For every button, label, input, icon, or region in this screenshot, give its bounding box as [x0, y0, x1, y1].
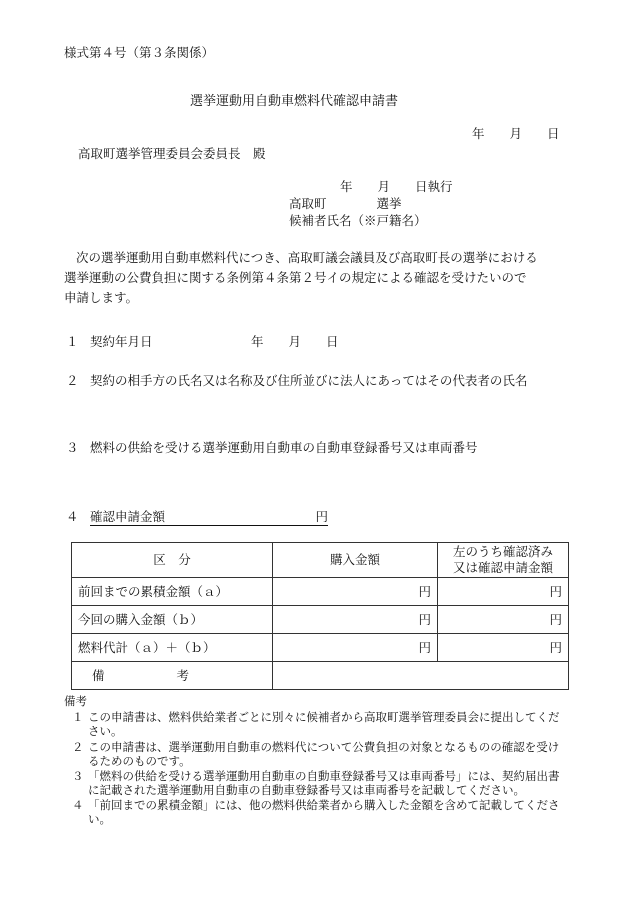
- col-confirmed-header-line2: 又は確認申請金額: [452, 560, 553, 575]
- item2-label: 契約の相手方の氏名又は名称及び住所並びに法人にあってはその代表者の氏名: [90, 373, 528, 388]
- note-1: [72, 710, 568, 738]
- confirmed-amount-cell[interactable]: [438, 634, 569, 662]
- form-number: 様式第４号（第３条関係）: [64, 45, 215, 60]
- table-row: [72, 578, 569, 606]
- yen-unit: 円: [549, 583, 562, 599]
- item3-number: ３: [66, 440, 79, 455]
- confirmed-amount-cell[interactable]: [438, 606, 569, 634]
- note-number: ３: [72, 769, 84, 783]
- item2-number: ２: [66, 373, 79, 388]
- note-number: ４: [72, 798, 84, 812]
- note-text: この申請書は、選挙運動用自動車の燃料代について公費負担の対象となるものの確認を受けるためのものです。: [88, 740, 560, 768]
- remarks-cell[interactable]: [273, 662, 569, 690]
- amount-table: [71, 542, 569, 690]
- note-text: 「燃料の供給を受ける選挙運動用自動車の自動車登録番号又は車両番号」には、契約届出書に記載された選挙運動用自動車の自動車登録番号又は車両番号を記載してください。: [88, 769, 560, 797]
- purchase-amount-cell[interactable]: [273, 634, 438, 662]
- table-row: [72, 634, 569, 662]
- body-text-line3: 申請します。: [64, 290, 139, 305]
- candidate-name-label: 候補者氏名（※戸籍名）: [289, 213, 427, 228]
- notes-heading: 備考: [64, 694, 87, 708]
- note-3: [72, 769, 568, 797]
- body-text-line1: 次の選挙運動用自動車燃料代につき、高取町議会議員及び高取町長の選挙における: [76, 250, 538, 265]
- application-date: 年 月 日: [472, 126, 560, 141]
- addressee: 高取町選挙管理委員会委員長 殿: [78, 146, 266, 161]
- note-number: ２: [72, 740, 84, 754]
- yen-unit: 円: [418, 583, 431, 599]
- yen-unit: 円: [549, 611, 562, 627]
- table-row: [72, 606, 569, 634]
- row-label: 今回の購入金額（ｂ）: [72, 606, 273, 634]
- page-title: 選挙運動用自動車燃料代確認申請書: [190, 94, 399, 109]
- contract-date-field[interactable]: 年 月 日: [251, 334, 339, 349]
- yen-unit: 円: [418, 611, 431, 627]
- election-name: 高取町 選挙: [289, 196, 402, 211]
- table-row: [72, 662, 569, 690]
- col-confirmed-header: [438, 543, 569, 578]
- purchase-amount-cell[interactable]: [273, 606, 438, 634]
- remarks-label: 備考: [72, 662, 273, 690]
- row-label: 燃料代計（ａ）＋（ｂ）: [72, 634, 273, 662]
- confirmed-amount-cell[interactable]: [438, 578, 569, 606]
- item4-label: 確認申請金額: [90, 509, 166, 524]
- item1-label: 契約年月日: [90, 334, 153, 349]
- note-4: [72, 798, 568, 826]
- col-purchase-header: 購入金額: [273, 543, 438, 578]
- purchase-amount-cell[interactable]: [273, 578, 438, 606]
- row-label: 前回までの累積金額（ａ）: [72, 578, 273, 606]
- body-text-line2: 選挙運動の公費負担に関する条例第４条第２号イの規定による確認を受けたいので: [64, 270, 527, 285]
- requested-amount-field[interactable]: [90, 509, 328, 526]
- col-confirmed-header-line1: 左のうち確認済み: [452, 544, 553, 559]
- note-number: １: [72, 710, 84, 724]
- item1-number: １: [66, 334, 79, 349]
- col-category-header: 区 分: [72, 543, 273, 578]
- item4-unit: 円: [315, 509, 328, 524]
- note-text: 「前回までの累積金額」には、他の燃料供給業者から購入した金額を含めて記載してください。: [88, 798, 560, 826]
- note-2: [72, 740, 568, 768]
- yen-unit: 円: [418, 639, 431, 655]
- election-date: 年 月 日執行: [340, 179, 453, 194]
- item3-label: 燃料の供給を受ける選挙運動用自動車の自動車登録番号又は車両番号: [90, 440, 478, 455]
- note-text: この申請書は、燃料供給業者ごとに別々に候補者から高取町選挙管理委員会に提出してください。: [88, 710, 560, 738]
- item4-number: ４: [66, 509, 79, 524]
- yen-unit: 円: [549, 639, 562, 655]
